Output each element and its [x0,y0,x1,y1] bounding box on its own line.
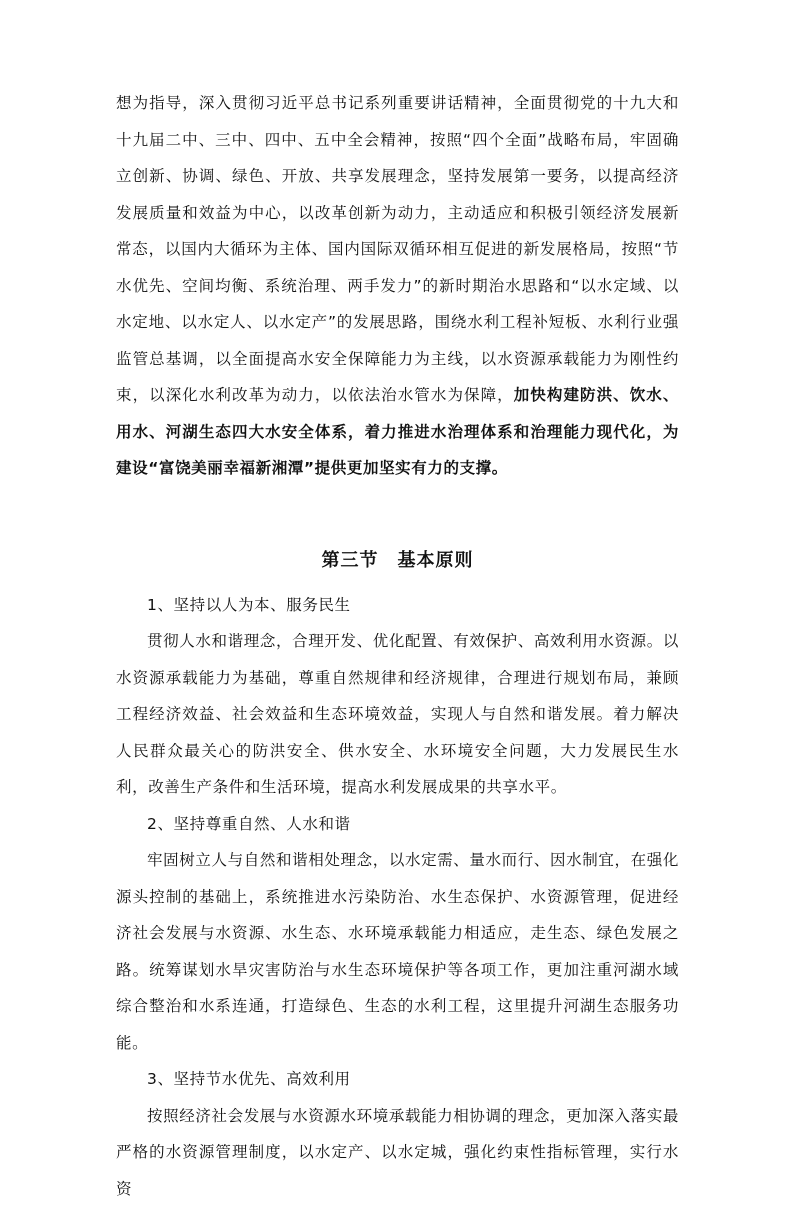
section-title: 第三节 基本原则 [116,541,679,581]
intro-bold-text: 加快构建防洪、饮水、用水、河湖生态四大水安全体系，着力推进水治理体系和治理能力现代化，为建设“富饶美丽幸福新湘潭”提供更加坚实有力的支撑。 [116,386,679,477]
principle-3-title: 3、坚持节水优先、高效利用 [116,1061,679,1098]
principle-1-body: 贯彻人水和谐理念，合理开发、优化配置、有效保护、高效利用水资源。以水资源承载能力为基础，尊重自然规律和经济规律，合理进行规划布局，兼顾工程经济效益、社会效益和生态环境效益，实现人与自然和谐发展。着力解决人民群众最关心的防洪安全、供水安全、水环境安全问题，大力发展民生水利，改善生产条件和生活环境，提高水利发展成果的共享水平。 [116,623,679,806]
principle-2-body: 牢固树立人与自然和谐相处理念，以水定需、量水而行、因水制宜，在强化源头控制的基础上，系统推进水污染防治、水生态保护、水资源管理，促进经济社会发展与水资源、水生态、水环境承载能力相适应，走生态、绿色发展之路。统筹谋划水旱灾害防治与水生态环境保护等各项工作，更加注重河湖水域综合整治和水系连通，打造绿色、生态的水利工程，这里提升河湖生态服务功能。 [116,842,679,1061]
document-content [116,85,679,1207]
principle-3-body: 按照经济社会发展与水资源水环境承载能力相协调的理念，更加深入落实最严格的水资源管理制度，以水定产、以水定城，强化约束性指标管理，实行水资 [116,1098,679,1207]
principle-1-title: 1、坚持以人为本、服务民生 [116,587,679,624]
intro-paragraph [116,85,679,487]
intro-text: 想为指导，深入贯彻习近平总书记系列重要讲话精神，全面贯彻党的十九大和十九届二中、三中、四中、五中全会精神，按照“四个全面”战略布局，牢固确立创新、协调、绿色、开放、共享发展理念，坚持发展第一要务，以提高经济发展质量和效益为中心，以改革创新为动力，主动适应和积极引领经济发展新常态，以国内大循环为主体、国内国际双循环相互促进的新发展格局，按照“节水优先、空间均衡、系统治理、两手发力”的新时期治水思路和“以水定域、以水定地、以水定人、以水定产”的发展思路，围绕水利工程补短板、水利行业强监管总基调，以全面提高水安全保障能力为主线，以水资源承载能力为刚性约束，以深化水利改革为动力，以依法治水管水为保障， [116,94,679,404]
principle-2-title: 2、坚持尊重自然、人水和谐 [116,806,679,843]
